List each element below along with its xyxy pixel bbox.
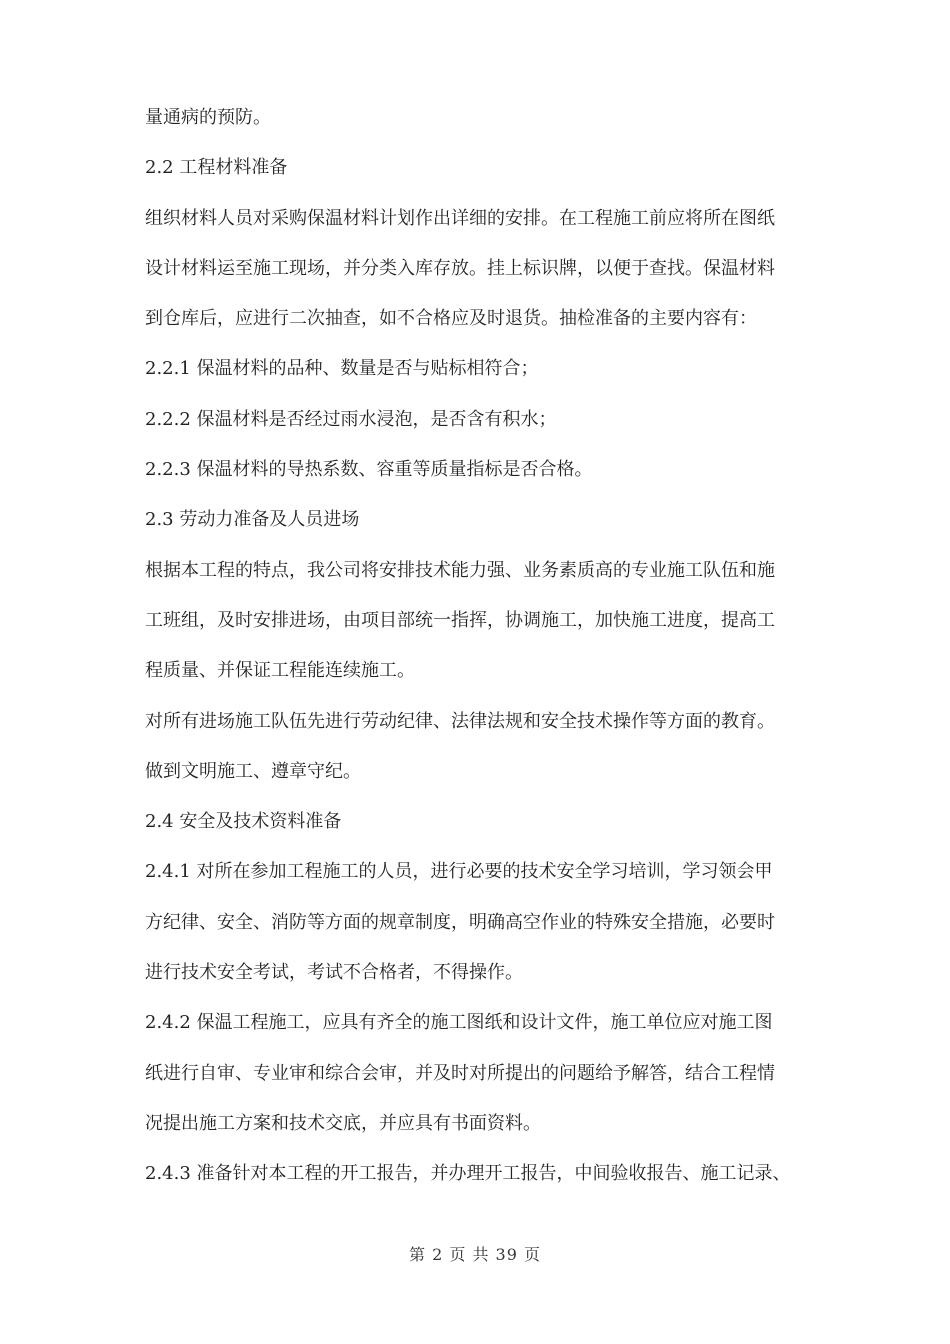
- section-heading: 2.4 安全及技术资料准备: [145, 811, 342, 833]
- text-line: 根据本工程的特点，我公司将安排技术能力强、业务素质高的专业施工队伍和施: [145, 559, 775, 581]
- text-line: 组织材料人员对采购保温材料计划作出详细的安排。在工程施工前应将所在图纸: [145, 207, 775, 229]
- text-line: 况提出施工方案和技术交底，并应具有书面资料。: [145, 1112, 541, 1134]
- text-line: 对所有进场施工队伍先进行劳动纪律、法律法规和安全技术操作等方面的教育。: [145, 710, 775, 732]
- page-number-footer: 第 2 页 共 39 页: [409, 1245, 541, 1264]
- text-line: 设计材料运至施工现场，并分类入库存放。挂上标识牌，以便于查找。保温材料: [145, 257, 775, 279]
- list-item: 2.4.2 保温工程施工，应具有齐全的施工图纸和设计文件，施工单位应对施工图: [145, 1012, 773, 1034]
- text-line: 量通病的预防。: [145, 107, 271, 128]
- list-item: 2.2.1 保温材料的品种、数量是否与贴标相符合；: [145, 358, 539, 380]
- text-line: 做到文明施工、遵章守纪。: [145, 760, 361, 782]
- text-line: 纸进行自审、专业审和综合会审，并及时对所提出的问题给予解答，结合工程情: [145, 1062, 775, 1084]
- text-line: 方纪律、安全、消防等方面的规章制度，明确高空作业的特殊安全措施，必要时: [145, 911, 775, 933]
- section-heading: 2.3 劳动力准备及人员进场: [145, 509, 360, 531]
- text-line: 到仓库后，应进行二次抽查，如不合格应及时退货。抽检准备的主要内容有：: [145, 308, 757, 330]
- text-line: 程质量、并保证工程能连续施工。: [145, 660, 415, 682]
- list-item: 2.4.3 准备针对本工程的开工报告，并办理开工报告，中间验收报告、施工记录、: [145, 1163, 791, 1185]
- list-item: 2.2.2 保温材料是否经过雨水浸泡，是否含有积水；: [145, 408, 557, 430]
- list-item: 2.2.3 保温材料的导热系数、容重等质量指标是否合格。: [145, 459, 593, 481]
- list-item: 2.4.1 对所在参加工程施工的人员，进行必要的技术安全学习培训，学习领会甲: [145, 861, 773, 883]
- page-body: [145, 106, 813, 1213]
- section-heading: 2.2 工程材料准备: [145, 157, 288, 179]
- text-line: 进行技术安全考试，考试不合格者，不得操作。: [145, 962, 523, 984]
- text-line: 工班组，及时安排进场，由项目部统一指挥，协调施工，加快施工进度，提高工: [145, 609, 775, 631]
